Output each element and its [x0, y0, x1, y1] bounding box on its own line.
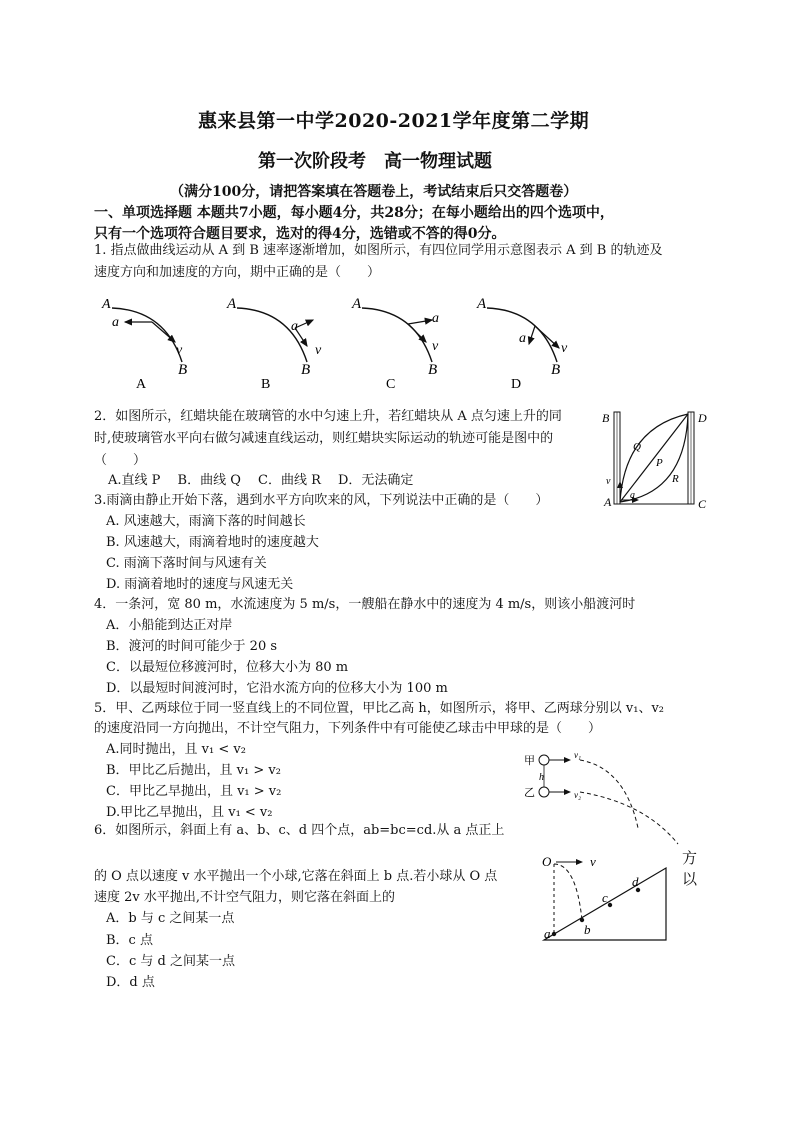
label-v1: v₁ — [574, 750, 582, 760]
q6-stem-line1: 6．如图所示，斜面上有 a、b、c、d 四个点，ab=bc=cd.从 a 点正上 — [94, 823, 505, 838]
q2-options: A.直线 P B．曲线 Q C．曲线 R D．无法确定 — [108, 473, 414, 488]
label-o: O — [542, 854, 552, 869]
velocity-label: v — [315, 343, 322, 358]
q2-stem-line1: 2．如图所示，红蜡块能在玻璃管的水中匀速上升，若红蜡块从 A 点匀速上升的同 — [94, 409, 562, 424]
label-a: a — [544, 926, 551, 941]
q1-fig-b — [226, 296, 322, 392]
q2-stem-line2: 时,使玻璃管水平向右做匀减速直线运动，则红蜡块实际运动的轨迹可能是图中的 — [94, 431, 554, 446]
velocity-arrow — [408, 324, 426, 342]
q3-option-c: C. 雨滴下落时间与风速有关 — [106, 556, 267, 571]
label-p: P — [656, 457, 663, 469]
label-yi: 乙 — [524, 787, 535, 799]
label-a-point: A — [604, 495, 612, 509]
section-heading-line2: 只有一个选项符合题目要求，选对的得4分，选错或不答的得0分。 — [94, 226, 506, 242]
q5-option-c: C．甲比乙早抛出，且 v₁ > v₂ — [106, 784, 282, 799]
point-a-label: A — [477, 296, 487, 312]
q6-figure — [530, 848, 675, 946]
point-a-label: A — [227, 296, 237, 312]
velocity-label: v — [561, 341, 568, 356]
point-b-label: B — [551, 362, 561, 378]
velocity-label: v — [176, 343, 183, 358]
label-accel: a — [630, 490, 635, 501]
point-a-label: A — [102, 297, 111, 312]
label-v: v — [590, 854, 596, 869]
label-jia: 甲 — [524, 755, 535, 767]
label-d: d — [632, 874, 639, 889]
fig-caption: B — [261, 377, 271, 392]
q3-option-d: D. 雨滴着地时的速度与风速无关 — [106, 577, 294, 592]
trajectory-curve — [112, 308, 182, 362]
label-q: Q — [633, 441, 641, 453]
trajectory-curve — [237, 308, 307, 362]
q6-option-c: C．c 与 d 之间某一点 — [106, 954, 235, 969]
acceleration-arrow — [529, 326, 535, 344]
q5-option-a: A.同时抛出，且 v₁ < v₂ — [106, 742, 246, 757]
fig-caption: C — [386, 377, 396, 392]
accel-label: a — [432, 311, 439, 326]
velocity-label: v — [432, 339, 439, 354]
point-c — [608, 903, 612, 907]
q6-overflow-char1: 方 — [682, 849, 698, 867]
label-d: D — [698, 411, 707, 425]
q6-stem-line3: 速度 2v 水平抛出,不计空气阻力，则它落在斜面上的 — [94, 890, 396, 905]
velocity-arrow — [152, 322, 175, 342]
label-r: R — [672, 473, 679, 485]
q1-stem-line2: 速度方向和加速度的方向，期中正确的是（ ） — [94, 265, 381, 280]
q1-fig-c — [351, 296, 439, 392]
q4-stem: 4．一条河，宽 80 m，水流速度为 5 m/s，一艘船在静水中的速度为 4 m/s，则该小船渡河时 — [94, 597, 636, 612]
q1-figures — [90, 290, 600, 395]
q3-option-b: B. 风速越大，雨滴着地时的速度越大 — [106, 535, 319, 550]
q6-option-b: B．c 点 — [106, 933, 153, 948]
label-b: B — [602, 411, 610, 425]
point-a — [552, 932, 556, 936]
ball-jia — [539, 755, 549, 765]
q5-stem-line1: 5．甲、乙两球位于同一竖直线上的不同位置，甲比乙高 h，如图所示，将甲、乙两球分别以 v₁、v₂ — [94, 701, 665, 716]
q2-stem-line3: （ ） — [94, 453, 147, 468]
point-b-label: B — [428, 362, 438, 378]
fig-caption: D — [511, 377, 522, 392]
point-b-label: B — [178, 362, 188, 378]
ball-yi — [539, 787, 549, 797]
q6-option-a: A．b 与 c 之间某一点 — [106, 911, 235, 926]
velocity-arrow — [535, 326, 559, 348]
q1-stem-line1: 1. 指点做曲线运动从 A 到 B 速率逐渐增加，如图所示，有四位同学用示意图表示 A 到 B 的轨迹及 — [94, 243, 663, 258]
accel-label: a — [519, 331, 526, 346]
q5-figure — [520, 748, 680, 848]
q1-fig-a — [101, 297, 187, 392]
section-heading-line1: 一、单项选择题 本题共7小题，每小题4分，共28分；在每小题给出的四个选项中， — [94, 205, 614, 221]
label-b: b — [584, 922, 591, 937]
exam-note: （满分100分，请把答案填在答题卷上，考试结束后只交答题卷） — [170, 184, 578, 200]
q4-option-c: C．以最短位移渡河时，位移大小为 80 m — [106, 660, 349, 675]
exam-subtitle: 第一次阶段考 高一物理试题 — [258, 151, 492, 172]
label-v0: v — [606, 476, 611, 487]
trajectory-curve — [362, 308, 432, 362]
q6-overflow-char2: 以 — [682, 870, 698, 888]
q1-fig-d — [476, 296, 568, 392]
label-c: c — [602, 890, 608, 905]
q4-option-d: D．以最短时间渡河时，它沿水流方向的位移大小为 100 m — [106, 681, 448, 696]
q4-option-a: A．小船能到达正对岸 — [106, 618, 233, 633]
label-c: C — [698, 497, 707, 511]
label-v2: v₂ — [574, 790, 582, 800]
point-a-label: A — [352, 296, 362, 312]
q3-stem: 3.雨滴由静止开始下落，遇到水平方向吹来的风，下列说法中正确的是（ ） — [94, 493, 549, 508]
ball-trajectory — [554, 864, 582, 920]
exam-title: 惠来县第一中学2020-2021学年度第二学期 — [198, 110, 590, 132]
q2-figure — [600, 408, 720, 516]
accel-label: a — [291, 319, 298, 334]
q5-stem-line2: 的速度沿同一方向抛出，不计空气阻力，下列条件中有可能使乙球击中甲球的是（ ） — [94, 721, 602, 736]
q3-option-a: A. 风速越大，雨滴下落的时间越长 — [106, 514, 306, 529]
acceleration-arrow — [408, 320, 432, 324]
q5-option-b: B．甲比乙后抛出，且 v₁ > v₂ — [106, 763, 281, 778]
label-h: h — [539, 772, 544, 783]
q5-option-d: D.甲比乙早抛出，且 v₁ < v₂ — [106, 805, 273, 820]
q4-option-b: B．渡河的时间可能少于 20 s — [106, 639, 278, 654]
q6-stem-line2: 的 O 点以速度 v 水平抛出一个小球,它落在斜面上 b 点.若小球从 O 点 — [94, 869, 498, 884]
point-b-label: B — [301, 362, 311, 378]
accel-label: a — [112, 315, 119, 330]
q6-option-d: D．d 点 — [106, 975, 155, 990]
fig-caption: A — [136, 377, 147, 392]
